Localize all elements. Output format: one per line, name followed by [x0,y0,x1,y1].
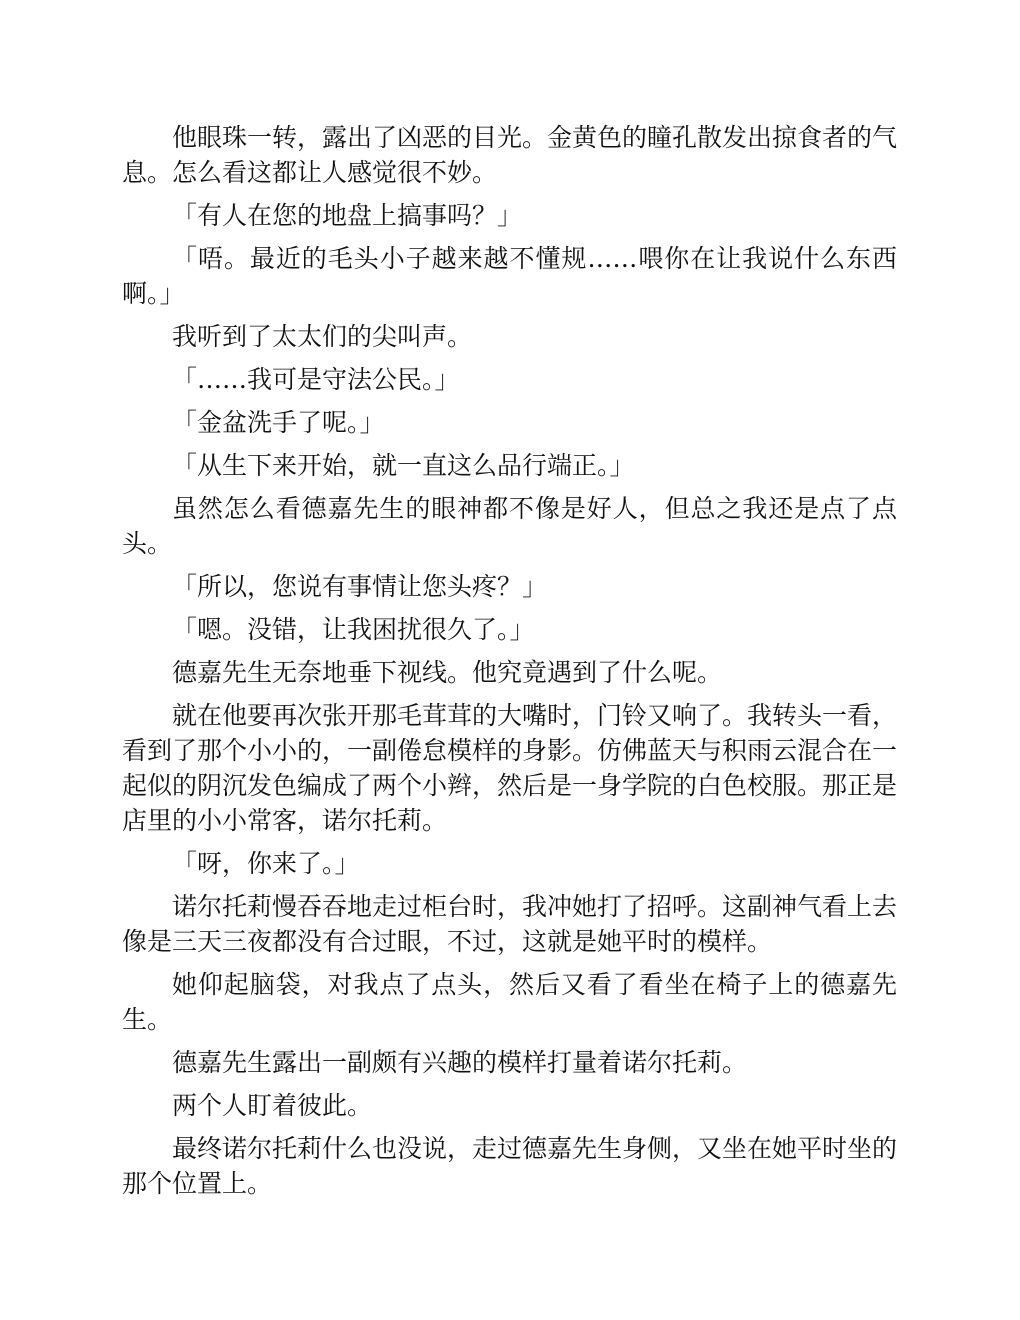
paragraph: 虽然怎么看德嘉先生的眼神都不像是好人，但总之我还是点了点头。 [122,494,897,558]
paragraph: 「呀，你来了。」 [172,849,360,878]
paragraph: 我听到了太太们的尖叫声。 [172,322,473,351]
paragraph: 「从生下来开始，就一直这么品行端正。」 [172,451,635,480]
paragraph: 「……我可是守法公民。」 [172,365,460,394]
page-body [122,120,897,1201]
paragraph: 他眼珠一转，露出了凶恶的目光。金黄色的瞳孔散发出掠食者的气息。怎么看这都让人感觉很不妙。 [122,123,898,187]
paragraph: 德嘉先生露出一副颇有兴趣的模样打量着诺尔托莉。 [172,1048,748,1077]
paragraph: 「嗯。没错，让我困扰很久了。」 [172,615,535,644]
paragraph: 「有人在您的地盘上搞事吗？」 [172,201,523,230]
paragraph: 就在他要再次张开那毛茸茸的大嘴时，门铃又响了。我转头一看，看到了那个小小的，一副倦怠模样的身影。仿佛蓝天与积雨云混合在一起似的阴沉发色编成了两个小辫，然后是一身学院的白色校服。那正是店里的小小常客，诺尔托莉。 [122,701,898,835]
paragraph: 最终诺尔托莉什么也没说，走过德嘉先生身侧，又坐在她平时坐的那个位置上。 [122,1134,898,1198]
paragraph: 「金盆洗手了呢。」 [172,408,385,437]
paragraph: 「所以，您说有事情让您头疼？」 [172,572,548,601]
paragraph: 她仰起脑袋，对我点了点头，然后又看了看坐在椅子上的德嘉先生。 [122,970,897,1034]
paragraph: 诺尔托莉慢吞吞地走过柜台时，我冲她打了招呼。这副神气看上去像是三天三夜都没有合过眼，不过，这就是她平时的模样。 [122,892,898,956]
paragraph: 两个人盯着彼此。 [172,1091,373,1120]
paragraph: 德嘉先生无奈地垂下视线。他究竟遇到了什么呢。 [172,658,723,687]
paragraph: 「唔。最近的毛头小子越来越不懂规……喂你在让我说什么东西啊。」 [122,244,897,308]
